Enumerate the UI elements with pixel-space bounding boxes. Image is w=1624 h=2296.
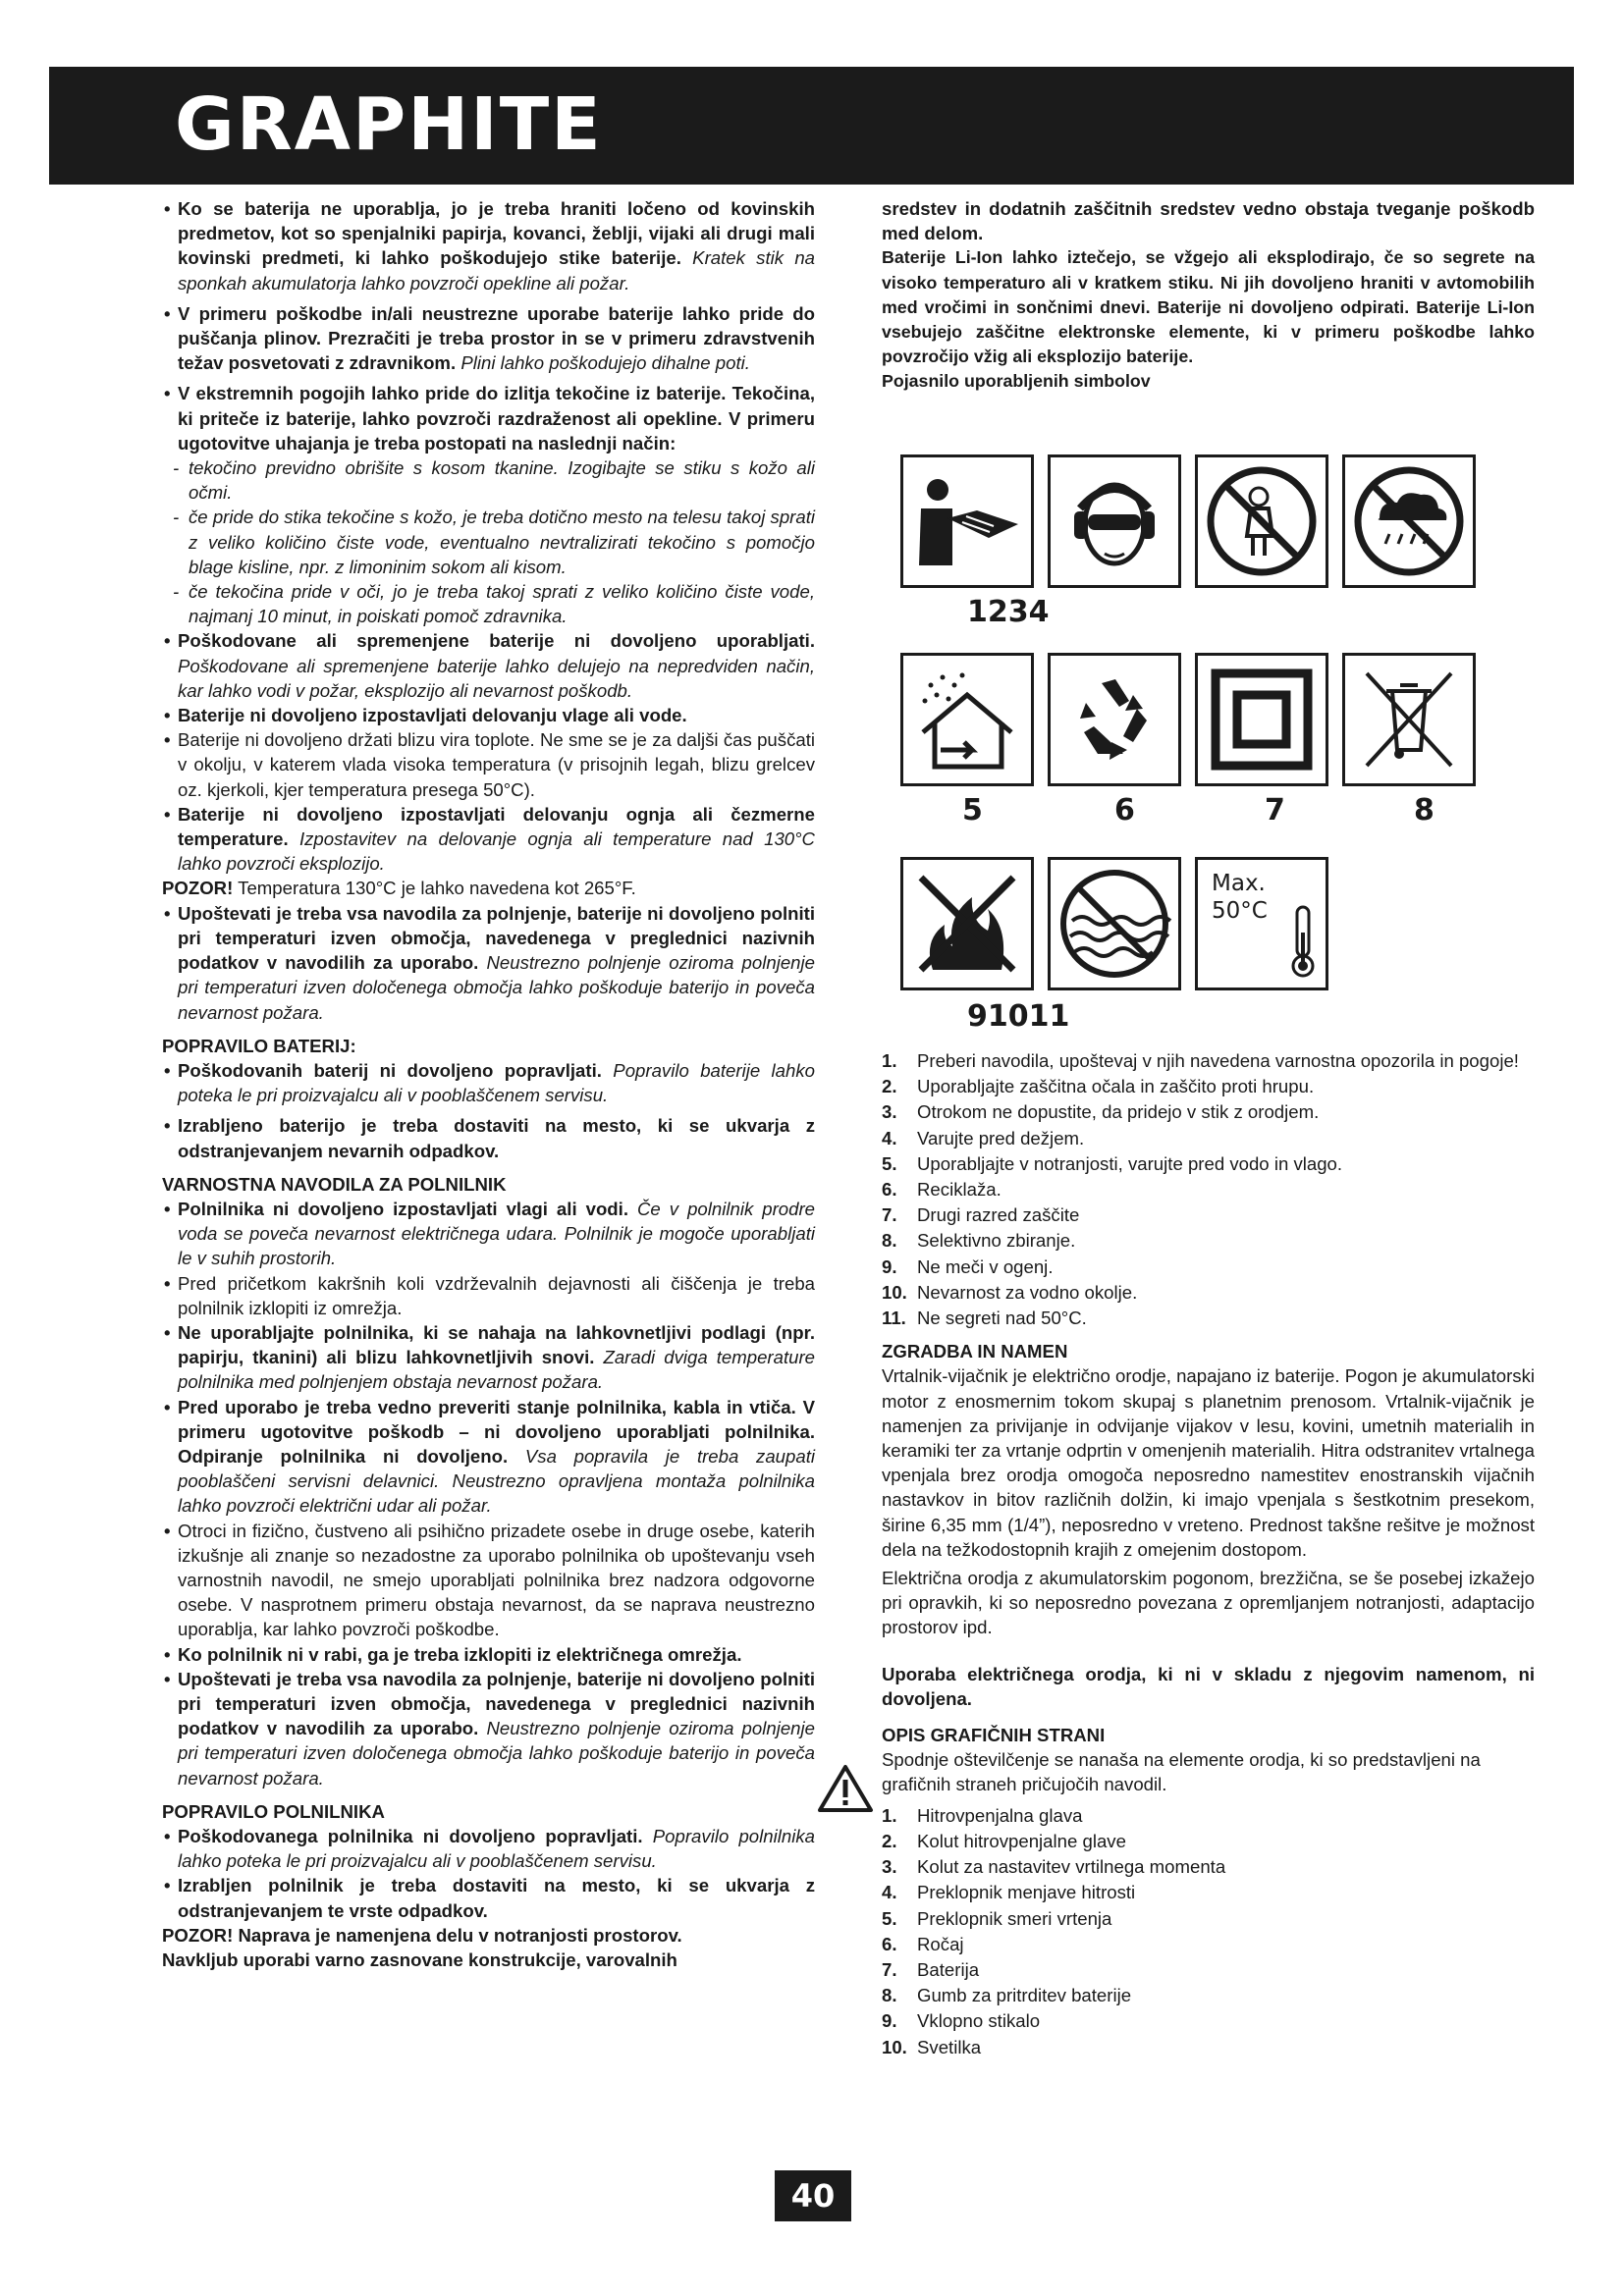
symbol-label-6: 6: [1114, 793, 1135, 828]
goggles-ear-protection-icon: [1048, 454, 1181, 588]
list-item: [882, 1983, 1535, 2007]
list-item: [882, 1151, 1535, 1176]
symbol-label-1234: 1234: [967, 595, 1050, 629]
bullet: • Ko polnilnik ni v rabi, ga je treba izklopiti iz električnega omrežja.: [162, 1642, 815, 1667]
list-text: Kolut hitrovpenjalne glave: [917, 1830, 1126, 1851]
list-number: 5.: [882, 1152, 897, 1174]
bullet: • Baterije ni dovoljeno izpostavljati delovanju ognja ali čezmerne temperature. Izpostavitev na delovanje ognja ali temperature nad 130°C lahko povzroči eksplozijo.: [162, 802, 815, 877]
list-item: [882, 1803, 1535, 1828]
bullet: • Otroci in fizično, čustveno ali psihično prizadete osebe in druge osebe, katerih izkušnje ali znanje so nezadostne za uporabo polnilnika ob upoštevanju vseh varnostnih navodil, ne smejo uporabljati polnilnika brez nadzora odgovorne osebe. V nasprotnem primeru obstaja nevarnost, da se naprava neustrezno uporablja, kar lahko povzroči poškodbe.: [162, 1519, 815, 1642]
paragraph: Baterije Li-Ion lahko iztečejo, se vžgejo ali eksplodirajo, če so segrete na visoko temperaturo ali v kratkem stiku. Ni jih dovoljeno hraniti v avtomobilih med vročimi in sončnimi dnevi. Baterije ni dovoljeno odpirati. Baterije Li-Ion vsebujejo zaščitne elektronske elemente, ki v primeru poškodbe lahko povzročijo vžig ali eksplozijo baterije.: [882, 247, 1535, 367]
right-column-lower: [882, 1048, 1535, 2060]
left-column: [162, 196, 815, 1972]
section-heading: POPRAVILO POLNILNIKA: [162, 1800, 385, 1822]
protect-from-rain-icon: [1342, 454, 1476, 588]
list-text: Preklopnik smeri vrtenja: [917, 1907, 1112, 1929]
list-number: 4.: [882, 1127, 897, 1148]
crossed-bin-icon: [1342, 653, 1476, 786]
list-number: 4.: [882, 1882, 897, 1903]
list-number: 2.: [882, 1830, 897, 1851]
symbol-label-91011: 91011: [967, 999, 1070, 1034]
bullet: • Izrabljeno baterijo je treba dostaviti na mesto, ki se ukvarja z odstranjevanjem nevarnih odpadkov.: [162, 1113, 815, 1162]
thermometer-icon: [1286, 903, 1320, 982]
list-text: Baterija: [917, 1958, 980, 1980]
list-item: [882, 1228, 1535, 1253]
recycling-icon: [1048, 653, 1181, 786]
list-text: Preberi navodila, upoštevaj v njih navedena varnostna opozorila in pogoje!: [917, 1050, 1519, 1071]
list-text: Ročaj: [917, 1933, 964, 1954]
water-hazard-icon: [1048, 857, 1181, 990]
bullet: • Pred pričetkom kakršnih koli vzdrževalnih dejavnosti ali čiščenja je treba polnilnik izklopiti iz omrežja.: [162, 1271, 815, 1320]
list-number: 2.: [882, 1076, 897, 1097]
no-fire-icon: [900, 857, 1034, 990]
list-item: [882, 1074, 1535, 1098]
paragraph: Spodnje oštevilčenje se nanaša na elemente orodja, ki so predstavljeni na grafičnih straneh pričujočih navodil.: [882, 1749, 1481, 1795]
max-temp-value: 50°C: [1212, 898, 1268, 924]
paragraph: Navkljub uporabi varno zasnovane konstrukcije, varovalnih: [162, 1949, 677, 1971]
bullet: • Ko se baterija ne uporablja, jo je treba hraniti ločeno od kovinskih predmetov, kot so spenjalniki papirja, kovanci, žeblji, vijaki ali drugi mali kovinski predmeti, ki lahko poškodujejo stike baterije. Kratek stik na sponkah akumulatorja lahko povzroči opekline ali požar.: [162, 196, 815, 295]
page-number: 40: [775, 2170, 851, 2221]
list-item: [882, 1957, 1535, 1982]
list-text: Svetilka: [917, 2036, 982, 2057]
symbol-label-5: 5: [962, 793, 983, 828]
symbol-row-1: [900, 454, 1476, 588]
list-text: Reciklaža.: [917, 1179, 1001, 1201]
list-item: [882, 1202, 1535, 1227]
section-heading: VARNOSTNA NAVODILA ZA POLNILNIK: [162, 1173, 507, 1195]
indoor-use-icon: [900, 653, 1034, 786]
list-item: [882, 1280, 1535, 1305]
list-item: [882, 1880, 1535, 1904]
symbol-row-3: [900, 857, 1328, 990]
sub-item: - če tekočina pride v oči, jo je treba takoj sprati z veliko količino čiste vode, najmanj 10 minut, in poiskati pomoč zdravnika.: [162, 579, 815, 628]
symbols-list: [882, 1048, 1535, 1330]
header-bar: [49, 67, 1574, 185]
section-heading: ZGRADBA IN NAMEN: [882, 1341, 1068, 1362]
bullet: • V primeru poškodbe in/ali neustrezne uporabe baterije lahko pride do puščanja plinov. Prezračiti je treba prostor in se v primeru zdravstvenih težav posvetovati z zdravnikom. Plini lahko poškodujejo dihalne poti.: [162, 301, 815, 376]
symbols-title: Pojasnilo uporabljenih simbolov: [882, 371, 1151, 392]
list-text: Vklopno stikalo: [917, 2010, 1041, 2032]
list-text: Selektivno zbiranje.: [917, 1230, 1076, 1252]
list-number: 10.: [882, 2036, 907, 2057]
list-number: 9.: [882, 1255, 897, 1277]
class-ii-protection-icon: [1195, 653, 1328, 786]
sub-item: - če pride do stika tekočine s kožo, je treba dotično mesto na telesu takoj sprati z veliko količino čiste vode, eventualno nevtralizirati tekočino s pomočjo blage kisline, npr. z limoninim sokom ali kisom.: [162, 505, 815, 579]
list-item: [882, 2035, 1535, 2059]
paragraph: sredstev in dodatnih zaščitnih sredstev vedno obstaja tveganje poškodb med delom.: [882, 198, 1535, 244]
bullet: • Ne uporabljajte polnilnika, ki se nahaja na lahkovnetljivi podlagi (npr. papirju, tkanini) ali blizu lahkovnetljivih snovi. Zaradi dviga temperature polnilnika med polnjenjem obstaja nevarnost požara.: [162, 1320, 815, 1395]
bullet: • Poškodovanih baterij ni dovoljeno popravljati. Popravilo baterije lahko poteka le pri proizvajalcu ali v pooblaščenem servisu.: [162, 1058, 815, 1107]
bullet: • Poškodovanega polnilnika ni dovoljeno popravljati. Popravilo polnilnika lahko poteka le pri proizvajalcu ali v pooblaščenem servisu.: [162, 1824, 815, 1873]
list-item: [882, 1932, 1535, 1956]
sub-item: - tekočino previdno obrišite s kosom tkanine. Izogibajte se stiku s kožo ali očmi.: [162, 455, 815, 505]
max-label: Max.: [1212, 871, 1266, 896]
keep-children-away-icon: [1195, 454, 1328, 588]
list-text: Kolut za nastavitev vrtilnega momenta: [917, 1856, 1226, 1878]
symbol-label-8: 8: [1414, 793, 1435, 828]
list-number: 6.: [882, 1933, 897, 1954]
list-number: 3.: [882, 1101, 897, 1123]
paragraph: Električna orodja z akumulatorskim pogonom, brezžična, se še posebej izkažejo pri opravkih, ki so neposredno povezana z opremljanjem notranjosti, adaptacijo prostorov ipd.: [882, 1568, 1535, 1638]
list-number: 1.: [882, 1804, 897, 1826]
list-item: [882, 2008, 1535, 2033]
bullet: • Pred uporabo je treba vedno preveriti stanje polnilnika, kabla in vtiča. V primeru ugotovitve poškodb – ni dovoljeno uporabljati polnilnika. Odpiranje polnilnika ni dovoljeno. Vsa popravila je treba zaupati pooblaščeni servisni delavnici. Neustrezno opravljena montaža polnilnika lahko povzroči električni udar ali požar.: [162, 1395, 815, 1519]
warning-triangle-icon: [817, 1764, 874, 1813]
list-number: 9.: [882, 2010, 897, 2032]
list-item: [882, 1177, 1535, 1201]
bullet: • V ekstremnih pogojih lahko pride do izlitja tekočine iz baterije. Tekočina, ki priteče iz baterije, lahko povzroči razdraženost ali opekline. V primeru ugotovitve uhajanja je treba postopati na naslednji način:: [162, 381, 815, 455]
list-number: 10.: [882, 1281, 907, 1303]
list-text: Varujte pred dežjem.: [917, 1127, 1085, 1148]
list-item: [882, 1306, 1535, 1330]
list-item: [882, 1829, 1535, 1853]
list-item: [882, 1126, 1535, 1150]
list-number: 6.: [882, 1179, 897, 1201]
list-text: Hitrovpenjalna glava: [917, 1804, 1083, 1826]
list-text: Uporabljajte v notranjosti, varujte pred vodo in vlago.: [917, 1152, 1343, 1174]
misuse-warning: Uporaba električnega orodja, ki ni v skladu z njegovim namenom, ni dovoljena.: [882, 1663, 1535, 1709]
list-text: Uporabljajte zaščitna očala in zaščito proti hrupu.: [917, 1076, 1315, 1097]
list-text: Nevarnost za vodno okolje.: [917, 1281, 1138, 1303]
list-number: 8.: [882, 1985, 897, 2006]
warning-note: POZOR! Temperatura 130°C je lahko navedena kot 265°F.: [162, 878, 636, 899]
list-item: [882, 1048, 1535, 1073]
list-number: 11.: [882, 1308, 906, 1329]
bullet: • Poškodovane ali spremenjene baterije ni dovoljeno uporabljati. Poškodovane ali spremenjene baterije lahko delujejo na nepredviden način, kar lahko vodi v požar, eksplozijo ali nevarnost poškodb.: [162, 628, 815, 703]
max-temperature-icon: [1195, 857, 1328, 990]
list-item: [882, 1854, 1535, 1879]
list-item: [882, 1099, 1535, 1124]
list-text: Otrokom ne dopustite, da pridejo v stik z orodjem.: [917, 1101, 1320, 1123]
section-heading: POPRAVILO BATERIJ:: [162, 1035, 356, 1056]
symbol-row-2: [900, 653, 1476, 786]
bullet: • Baterije ni dovoljeno držati blizu vira toplote. Ne sme se je za daljši čas puščati v okolju, v katerem vlada visoka temperatura (v prisojnih legah, blizu grelcev oz. kjerkoli, kjer temperatura presega 50°C).: [162, 727, 815, 802]
list-number: 7.: [882, 1204, 897, 1226]
brand-logo: GRAPHITE: [175, 82, 603, 167]
list-text: Ne meči v ogenj.: [917, 1255, 1054, 1277]
list-text: Preklopnik menjave hitrosti: [917, 1882, 1136, 1903]
list-number: 1.: [882, 1050, 897, 1071]
list-text: Drugi razred zaščite: [917, 1204, 1080, 1226]
read-manual-icon: [900, 454, 1034, 588]
section-heading: OPIS GRAFIČNIH STRANI: [882, 1725, 1106, 1746]
bullet: • Polnilnika ni dovoljeno izpostavljati vlagi ali vodi. Če v polnilnik prodre voda se poveča nevarnost električnega udara. Polnilnik je mogoče uporabljati le v suhih prostorih.: [162, 1197, 815, 1271]
warning-note: POZOR! Naprava je namenjena delu v notranjosti prostorov.: [162, 1924, 682, 1946]
bullet: • Upoštevati je treba vsa navodila za polnjenje, baterije ni dovoljeno polniti pri temperaturi izven območja, navedenega v preglednici nazivnih podatkov v navodilih za uporabo. Neustrezno polnjenje oziroma polnjenje pri temperaturi izven določenega območja lahko poškoduje baterijo in poveča nevarnost požara.: [162, 1667, 815, 1790]
bullet: • Baterije ni dovoljeno izpostavljati delovanju vlage ali vode.: [162, 703, 815, 727]
list-item: [882, 1906, 1535, 1931]
list-text: Ne segreti nad 50°C.: [917, 1308, 1087, 1329]
symbol-label-7: 7: [1265, 793, 1285, 828]
paragraph: Vrtalnik-vijačnik je električno orodje, napajano iz baterije. Pogon je akumulatorski motor z enosmernim tokom skupaj s planetnim prenosom. Vrtalnik-vijačnik je namenjen za privijanje in odvijanje vijakov v lesu, kovini, umetnih materialih in keramiki ter za vrtanje odprtin v omenjenih materialih. Hitra odstranitev vrtalnega vpenjala brez orodja omogoča neposredno namestitev enostranskih vijačnih nastavkov in bitov različnih dolžin, ki imajo vpenjala s šestkotnim presekom, širine 6,35 mm (1/4”), neposredno v vreteno. Prednost takšne rešitve je možnost dela na težkodostopnih krajih z omejenim dostopom.: [882, 1365, 1535, 1560]
list-number: 7.: [882, 1958, 897, 1980]
list-number: 3.: [882, 1856, 897, 1878]
list-number: 8.: [882, 1230, 897, 1252]
bullet: • Izrabljen polnilnik je treba dostaviti na mesto, ki se ukvarja z odstranjevanjem te vrste odpadkov.: [162, 1873, 815, 1922]
bullet: • Upoštevati je treba vsa navodila za polnjenje, baterije ni dovoljeno polniti pri temperaturi izven območja, navedenega v preglednici nazivnih podatkov v navodilih za uporabo. Neustrezno polnjenje oziroma polnjenje pri temperaturi izven določenega območja lahko poškoduje baterijo in poveča nevarnost požara.: [162, 901, 815, 1025]
right-column: [882, 196, 1535, 395]
list-text: Gumb za pritrditev baterije: [917, 1985, 1132, 2006]
list-number: 5.: [882, 1907, 897, 1929]
list-item: [882, 1255, 1535, 1279]
parts-list: [882, 1803, 1535, 2059]
